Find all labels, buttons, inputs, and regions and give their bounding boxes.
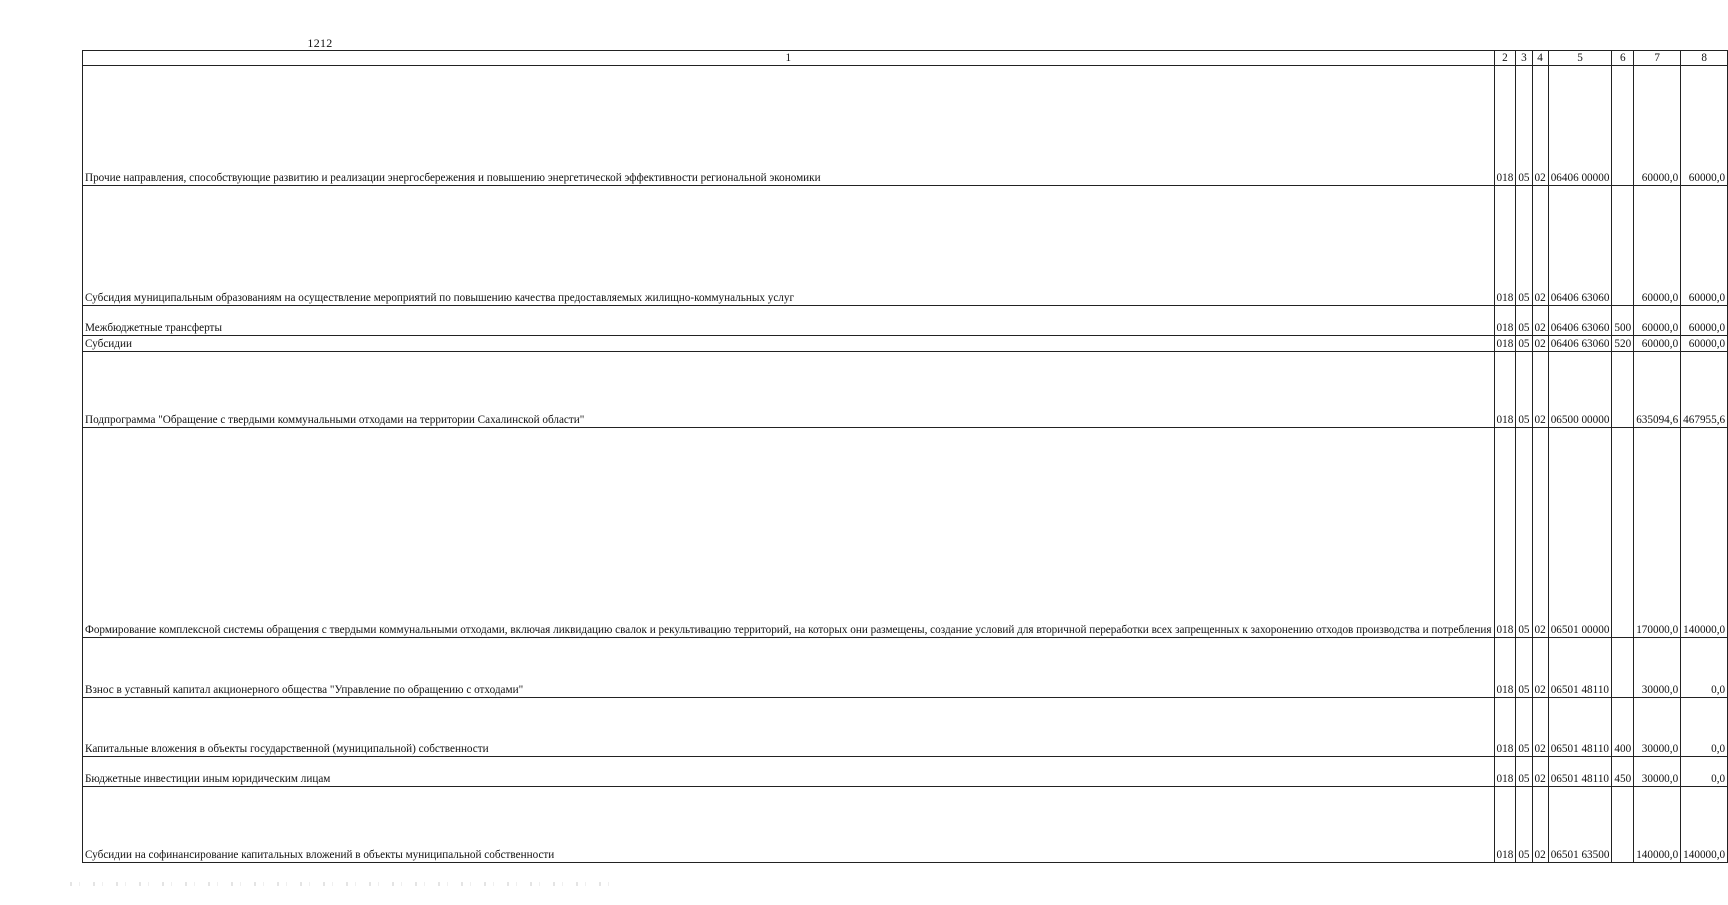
- row-ministry-code: 018: [1494, 336, 1516, 352]
- row-expense-type: 520: [1612, 336, 1634, 352]
- row-target-code: 06501 48110: [1548, 638, 1612, 698]
- row-expense-type: [1612, 66, 1634, 186]
- header-col-6: 6: [1612, 51, 1634, 66]
- header-col-7: 7: [1634, 51, 1681, 66]
- header-col-5: 5: [1548, 51, 1612, 66]
- row-section-code: 05: [1516, 698, 1532, 757]
- row-name: Субсидия муниципальным образованиям на осуществление мероприятий по повышению качества предоставляемых жилищно-коммунальных услуг: [83, 186, 1495, 306]
- row-target-code: 06501 63500: [1548, 787, 1612, 863]
- row-amount-col7: 30000,0: [1634, 638, 1681, 698]
- budget-table: [82, 50, 1728, 863]
- row-section-code: 05: [1516, 352, 1532, 428]
- row-section-code: 05: [1516, 428, 1532, 638]
- row-ministry-code: 018: [1494, 698, 1516, 757]
- row-expense-type: [1612, 352, 1634, 428]
- table-row: [83, 336, 1728, 352]
- table-row: [83, 352, 1728, 428]
- row-section-code: 05: [1516, 787, 1532, 863]
- row-section-code: 05: [1516, 66, 1532, 186]
- row-ministry-code: 018: [1494, 757, 1516, 787]
- row-name: Капитальные вложения в объекты государственной (муниципальной) собственности: [83, 698, 1495, 757]
- row-amount-col7: 635094,6: [1634, 352, 1681, 428]
- row-expense-type: [1612, 186, 1634, 306]
- row-amount-col8: 140000,0: [1681, 428, 1728, 638]
- row-expense-type: [1612, 638, 1634, 698]
- row-section-code: 05: [1516, 757, 1532, 787]
- row-subsection-code: 02: [1532, 757, 1548, 787]
- row-section-code: 05: [1516, 638, 1532, 698]
- table-row: [83, 638, 1728, 698]
- row-subsection-code: 02: [1532, 698, 1548, 757]
- row-target-code: 06406 63060: [1548, 306, 1612, 336]
- row-name: Межбюджетные трансферты: [83, 306, 1495, 336]
- row-name: Формирование комплексной системы обращения с твердыми коммунальными отходами, включая ликвидацию свалок и рекультивацию территорий, на которых они размещены, создание условий для вторичной переработки всех запрещенных к захоронению отходов производства и потребления: [83, 428, 1495, 638]
- row-amount-col8: 0,0: [1681, 698, 1728, 757]
- row-target-code: 06406 63060: [1548, 336, 1612, 352]
- row-ministry-code: 018: [1494, 306, 1516, 336]
- row-subsection-code: 02: [1532, 336, 1548, 352]
- row-ministry-code: 018: [1494, 186, 1516, 306]
- row-ministry-code: 018: [1494, 638, 1516, 698]
- row-section-code: 05: [1516, 186, 1532, 306]
- row-subsection-code: 02: [1532, 306, 1548, 336]
- row-amount-col8: 140000,0: [1681, 787, 1728, 863]
- row-name: Прочие направления, способствующие развитию и реализации энергосбережения и повышению энергетической эффективности региональной экономики: [83, 66, 1495, 186]
- row-ministry-code: 018: [1494, 66, 1516, 186]
- row-amount-col8: 0,0: [1681, 638, 1728, 698]
- row-amount-col7: 60000,0: [1634, 66, 1681, 186]
- row-ministry-code: 018: [1494, 352, 1516, 428]
- row-target-code: 06501 48110: [1548, 698, 1612, 757]
- row-target-code: 06501 00000: [1548, 428, 1612, 638]
- row-amount-col8: 60000,0: [1681, 66, 1728, 186]
- page-number: 1212: [307, 36, 333, 50]
- header-row: [83, 51, 1728, 66]
- row-amount-col7: 170000,0: [1634, 428, 1681, 638]
- row-ministry-code: 018: [1494, 787, 1516, 863]
- row-subsection-code: 02: [1532, 352, 1548, 428]
- row-subsection-code: 02: [1532, 638, 1548, 698]
- header-col-2: 2: [1494, 51, 1516, 66]
- row-subsection-code: 02: [1532, 787, 1548, 863]
- row-amount-col8: 60000,0: [1681, 336, 1728, 352]
- row-expense-type: 450: [1612, 757, 1634, 787]
- table-row: [83, 787, 1728, 863]
- table-row: [83, 306, 1728, 336]
- row-target-code: 06500 00000: [1548, 352, 1612, 428]
- row-amount-col8: 60000,0: [1681, 306, 1728, 336]
- header-col-8: 8: [1681, 51, 1728, 66]
- row-expense-type: 500: [1612, 306, 1634, 336]
- row-ministry-code: 018: [1494, 428, 1516, 638]
- table-row: [83, 757, 1728, 787]
- row-target-code: 06406 63060: [1548, 186, 1612, 306]
- table-row: [83, 698, 1728, 757]
- row-subsection-code: 02: [1532, 186, 1548, 306]
- row-amount-col8: 60000,0: [1681, 186, 1728, 306]
- row-section-code: 05: [1516, 306, 1532, 336]
- row-name: Субсидии: [83, 336, 1495, 352]
- row-subsection-code: 02: [1532, 66, 1548, 186]
- table-row: [83, 186, 1728, 306]
- row-expense-type: [1612, 428, 1634, 638]
- row-expense-type: [1612, 787, 1634, 863]
- row-amount-col7: 60000,0: [1634, 336, 1681, 352]
- row-name: Взнос в уставный капитал акционерного общества "Управление по обращению с отходами": [83, 638, 1495, 698]
- row-target-code: 06406 00000: [1548, 66, 1612, 186]
- table-row: [83, 66, 1728, 186]
- row-amount-col7: 60000,0: [1634, 306, 1681, 336]
- scan-noise-strip: [70, 882, 610, 886]
- header-col-3: 3: [1516, 51, 1532, 66]
- row-target-code: 06501 48110: [1548, 757, 1612, 787]
- row-amount-col8: 0,0: [1681, 757, 1728, 787]
- row-subsection-code: 02: [1532, 428, 1548, 638]
- header-col-4: 4: [1532, 51, 1548, 66]
- row-name: Бюджетные инвестиции иным юридическим лицам: [83, 757, 1495, 787]
- row-name: Подпрограмма "Обращение с твердыми коммунальными отходами на территории Сахалинской области": [83, 352, 1495, 428]
- row-name: Субсидии на софинансирование капитальных вложений в объекты муниципальной собственности: [83, 787, 1495, 863]
- row-section-code: 05: [1516, 336, 1532, 352]
- row-amount-col7: 30000,0: [1634, 698, 1681, 757]
- table-row: [83, 428, 1728, 638]
- row-amount-col7: 60000,0: [1634, 186, 1681, 306]
- header-col-1: 1: [83, 51, 1495, 66]
- row-amount-col7: 30000,0: [1634, 757, 1681, 787]
- row-expense-type: 400: [1612, 698, 1634, 757]
- row-amount-col8: 467955,6: [1681, 352, 1728, 428]
- row-amount-col7: 140000,0: [1634, 787, 1681, 863]
